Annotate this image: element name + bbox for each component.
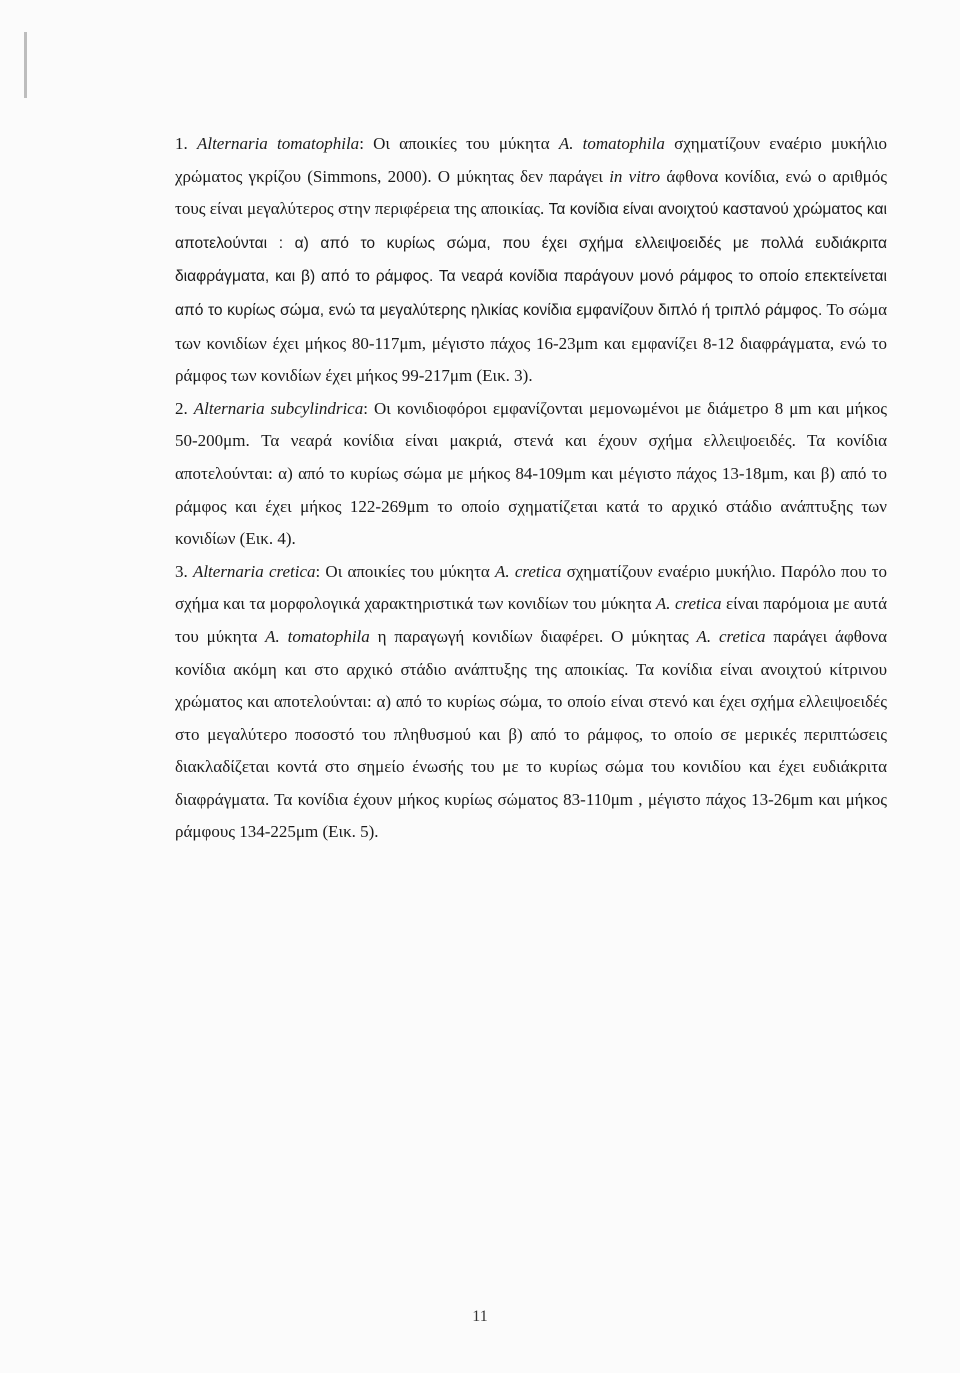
paragraph-alternaria-subcylindrica bbox=[175, 393, 887, 556]
text-run: είναι παρόμοια με αυτά του μύκητα bbox=[175, 594, 887, 646]
species-name: Alternaria tomatophila bbox=[196, 134, 360, 153]
page-number: 11 bbox=[472, 1308, 488, 1325]
text-run: : Οι κονιδιοφόροι εμφανίζονται μεμονωμένοι με διάμετρο 8 μm και μήκος 50-200μm. Τα νεαρά κονίδια είναι μακριά, στενά και έχουν σχήμα ελλειψοειδές. Τα κονίδια αποτελούνται: α) από το κυρίως σώμα με μήκος 84-109μm και μέγιστο πάχος 13-18μm, και β) από το ράμφος και έχει μήκος 122-269μm το οποίο σχηματίζεται κατά το αρχικό στάδιο ανάπτυξης των κονιδίων (Εικ. 4). bbox=[175, 398, 887, 549]
list-number: 2. bbox=[175, 398, 194, 418]
text-run: άφθονα κονίδια, ενώ ο αριθμός τους είναι μεγαλύτερος στην περιφέρεια της αποικίας. bbox=[175, 166, 887, 219]
species-name: Alternaria subcylindrica bbox=[193, 398, 364, 418]
species-name: Alternaria cretica bbox=[192, 561, 316, 581]
text-run-sans: Τα κονίδια είναι ανοιχτού καστανού χρώματος και αποτελούνται : α) από το κυρίως σώμα, που έχει σχήμα ελλειψοειδές με πολλά ευδιάκριτα διαφράγματα, και β) από το ράμφος. Τα νεαρά κονίδια παράγουν μονό ράμφος το οποίο επεκτείνεται από το κυρίως σώμα, ενώ τα μεγαλύτερης ηλικίας κονίδια εμφανίζουν διπλό ή τριπλό ράμφος. bbox=[175, 201, 887, 319]
text-run: Το σώμα των κονιδίων έχει μήκος 80-117μm, μέγιστο πάχος 16-23μm και εμφανίζει 8-12 διαφράγματα, ενώ το ράμφος των κονιδίων έχει μήκος 99-217μm (Εικ. 3). bbox=[175, 299, 887, 386]
text-run: σχηματίζουν εναέριο μυκήλιο χρώματος γκρίζου (Simmons, 2000). Ο μύκητας δεν παράγει bbox=[175, 134, 888, 186]
text-run: παράγει άφθονα κονίδια ακόμη και στο αρχικό στάδιο ανάπτυξης της αποικίας. Τα κονίδια είναι ανοιχτού κίτρινου χρώματος και αποτελούνται: α) από το κυρίως σώμα, το οποίο είναι στενό και έχει σχήμα ελλειψοειδές στο μεγαλύτερο ποσοστό του πληθυσμού και β) από το ράμφος, το οποίο σε μερικές περιπτώσεις διακλαδίζεται κοντά στο σημείο ένωσής του με το κυρίως σώμα του κονιδίου και έχει ευδιάκριτα διαφράγματα. Τα κονίδια έχουν μήκος κυρίως σώματος 83-110μm , μέγιστο πάχος 13-26μm και μήκος ράμφους 134-225μm (Εικ. 5). bbox=[175, 626, 887, 842]
species-name: A. cretica bbox=[696, 626, 766, 646]
species-name: A. cretica bbox=[655, 594, 722, 614]
latin-term: in vitro bbox=[609, 166, 661, 186]
paragraph-alternaria-cretica bbox=[175, 556, 887, 849]
text-run: : Οι αποικίες του μύκητα bbox=[315, 561, 496, 581]
text-run: : Οι αποικίες του μύκητα bbox=[359, 134, 559, 153]
text-run: η παραγωγή κονιδίων διαφέρει. Ο μύκητας bbox=[369, 626, 697, 646]
paragraph-alternaria-tomatophila bbox=[175, 128, 887, 393]
species-name: A. tomatophila bbox=[265, 626, 370, 646]
scan-edge-mark bbox=[24, 32, 27, 98]
text-run: σχηματίζουν εναέριο μυκήλιο. Παρόλο που το σχήμα και τα μορφολογικά χαρακτηριστικά των κονιδίων του μύκητα bbox=[175, 561, 888, 614]
document-body bbox=[175, 128, 887, 849]
list-number: 1. bbox=[175, 134, 197, 153]
species-name: A. cretica bbox=[495, 561, 562, 581]
species-name: A. tomatophila bbox=[558, 134, 665, 153]
list-number: 3. bbox=[175, 561, 193, 581]
